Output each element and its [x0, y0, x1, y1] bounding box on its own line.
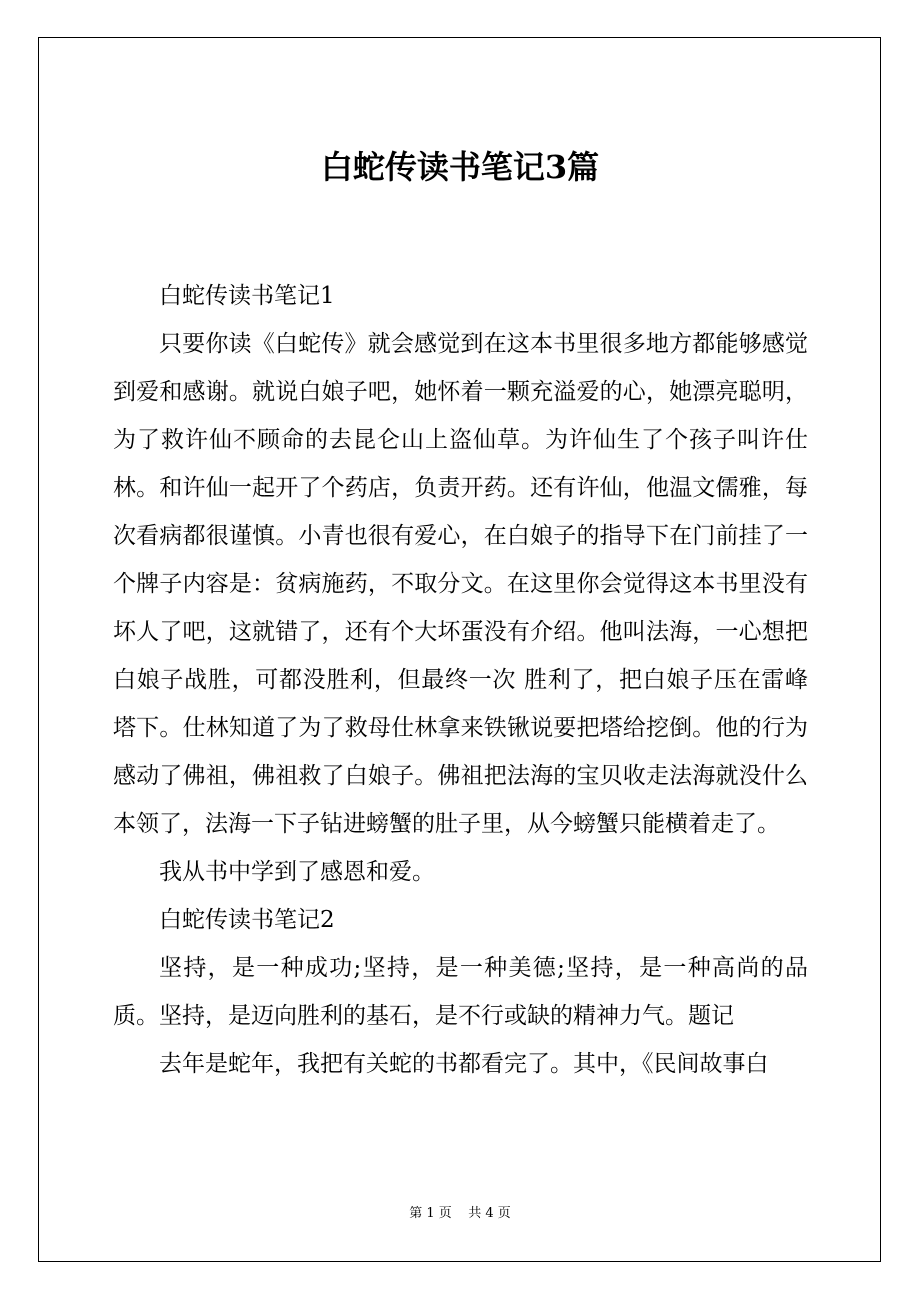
section-2-paragraph-2: 去年是蛇年，我把有关蛇的书都看完了。其中，《民间故事白 [159, 1051, 769, 1077]
section-1-heading: 白蛇传读书笔记1 [159, 283, 335, 309]
section-2-paragraph-1: 坚持，是一种成功;坚持，是一种美德;坚持，是一种高尚的品质。坚持，是迈向胜利的基石，是不行或缺的精神力气。题记 [113, 955, 808, 1029]
page-number: 第 1 页 [409, 1206, 452, 1221]
section-2-heading: 白蛇传读书笔记2 [159, 907, 335, 933]
page-footer [0, 1204, 920, 1224]
page-total: 共 4 页 [468, 1206, 511, 1221]
section-1-paragraph-1: 只要你读《白蛇传》就会感觉到在这本书里很多地方都能够感觉到爱和感谢。就说白娘子吧，她怀着一颗充溢爱的心，她漂亮聪明，为了救许仙不顾命的去昆仑山上盗仙草。为许仙生了个孩子叫许仕林。和许仙一起开了个药店，负责开药。还有许仙，他温文儒雅，每次看病都很谨慎。小青也很有爱心，在白娘子的指导下在门前挂了一个牌子内容是：贫病施药，不取分文。在这里你会觉得这本书里没有坏人了吧，这就错了，还有个大坏蛋没有介绍。他叫法海，一心想把白娘子战胜，可都没胜利，但最终一次 胜利了，把白娘子压在雷峰塔下。仕林知道了为了救母仕林拿来铁锹说要把塔给挖倒。他的行为感动了佛祖，佛祖救了白娘子。佛祖把法海的宝贝收走法海就没什么本领了，法海一下子钻进螃蟹的肚子里，从今螃蟹只能横着走了。 [113, 331, 808, 837]
document-title: 白蛇传读书笔记3篇 [320, 148, 600, 186]
document-body [113, 272, 808, 1088]
section-1-paragraph-2: 我从书中学到了感恩和爱。 [159, 859, 435, 885]
